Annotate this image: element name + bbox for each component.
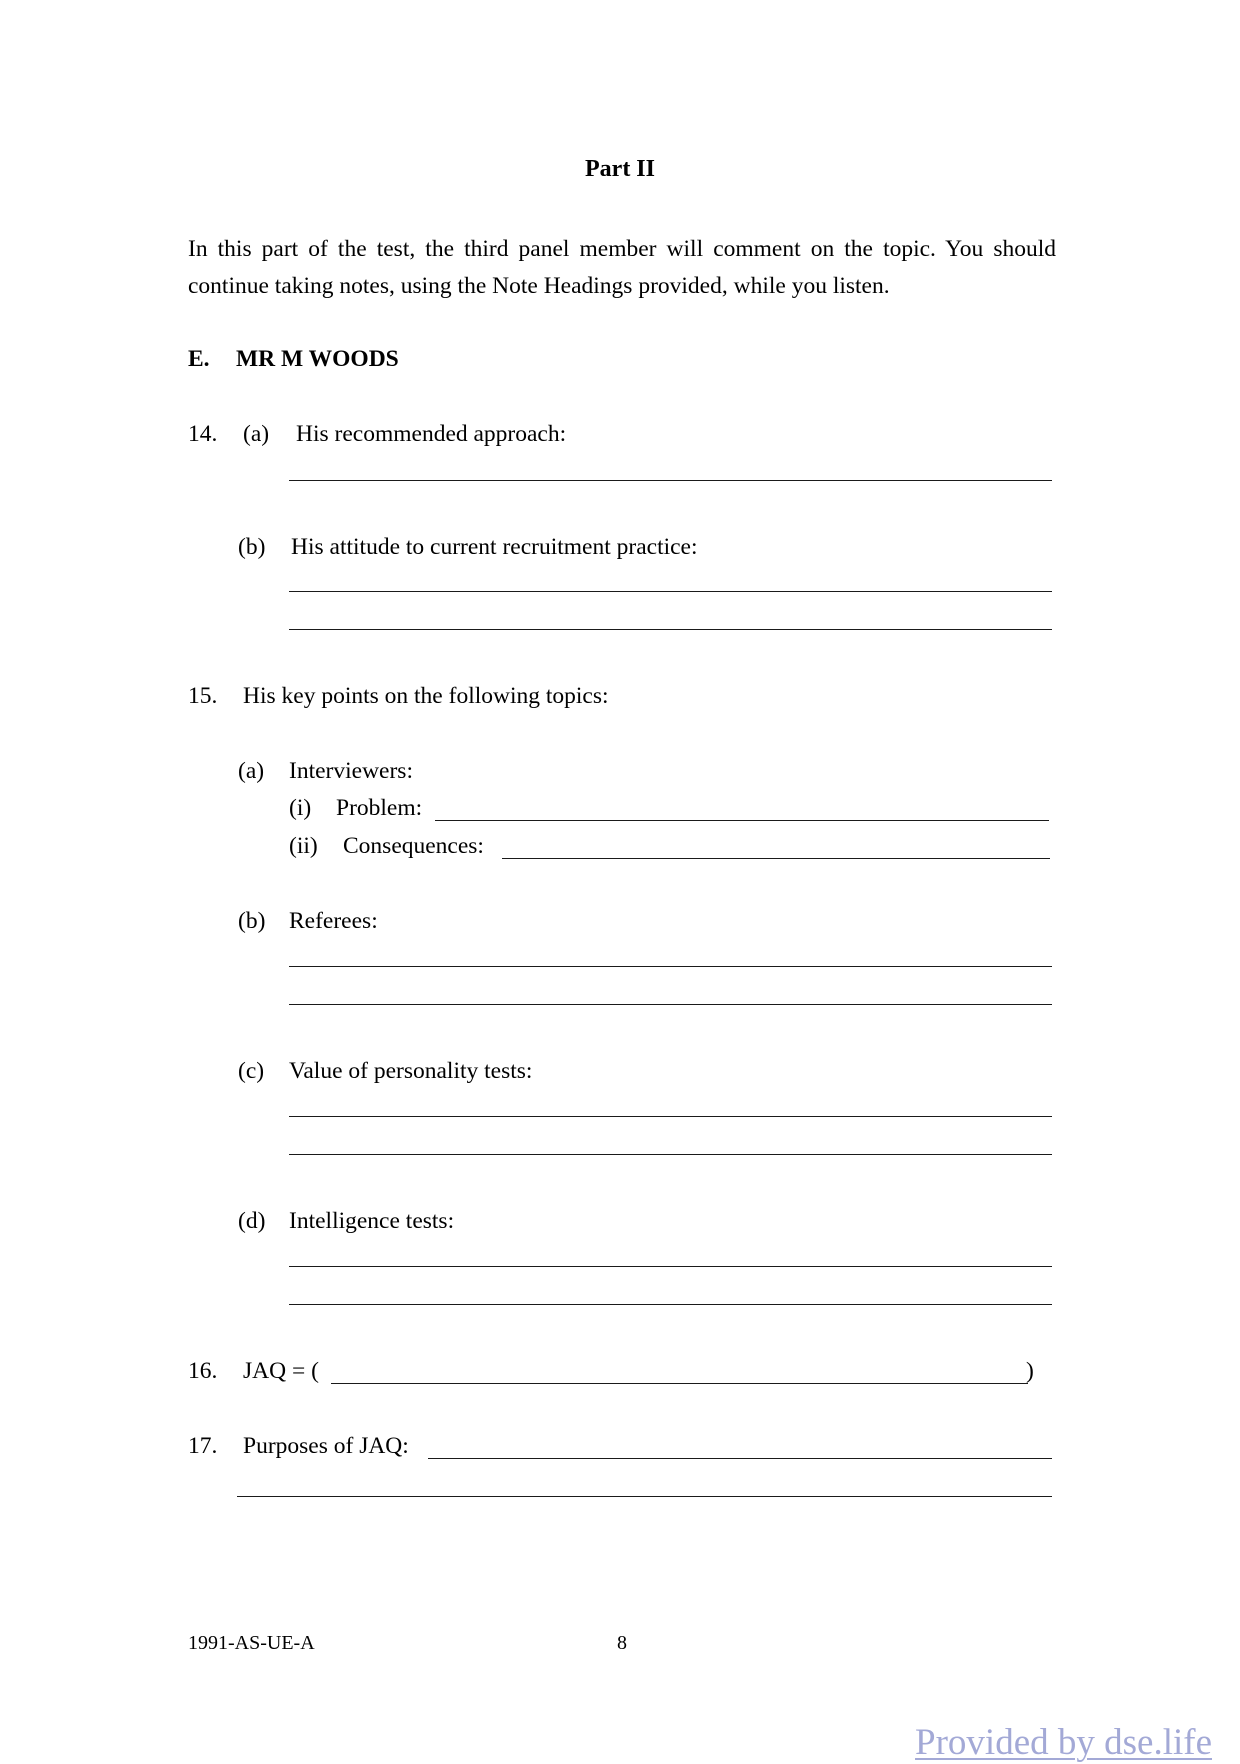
answer-line-14a[interactable] [289,480,1052,481]
question-15b-text: Referees: [289,908,378,934]
answer-line-14b-1[interactable] [289,591,1052,592]
question-15a-i-text: Problem: [336,795,423,821]
exam-code: 1991-AS-UE-A [188,1632,315,1654]
question-17-number: 17. [188,1433,218,1459]
question-16-text: JAQ = ( [243,1358,319,1384]
question-15a-label: (a) [238,758,265,784]
page-title: Part II [585,156,655,182]
answer-line-15c-2[interactable] [289,1154,1052,1155]
question-15a-ii-label: (ii) [289,833,318,859]
page-number: 8 [617,1632,627,1654]
watermark-link[interactable]: Provided by dse.life [915,1722,1212,1763]
section-heading: MR M WOODS [236,346,399,372]
question-15-text: His key points on the following topics: [243,683,609,709]
instructions-paragraph: In this part of the test, the third panel member will comment on the topic. You should continue taking notes, using the Note Headings provided, while you listen. [188,236,1056,299]
question-17-text: Purposes of JAQ: [243,1433,409,1459]
question-15a-i-label: (i) [289,795,312,821]
answer-line-15a-i[interactable] [435,820,1049,821]
question-14a-text: His recommended approach: [296,421,567,447]
answer-line-15b-1[interactable] [289,966,1052,967]
question-15a-text: Interviewers: [289,758,413,784]
answer-line-15c-1[interactable] [289,1116,1052,1117]
answer-line-14b-2[interactable] [289,629,1052,630]
answer-line-15d-1[interactable] [289,1266,1052,1267]
answer-line-16[interactable] [331,1383,1028,1384]
answer-line-17-2[interactable] [237,1496,1052,1497]
answer-line-15d-2[interactable] [289,1304,1052,1305]
question-15c-text: Value of personality tests: [289,1058,533,1084]
answer-line-15b-2[interactable] [289,1004,1052,1005]
question-15d-label: (d) [238,1208,266,1234]
answer-line-17-1[interactable] [428,1458,1052,1459]
section-letter: E. [188,346,210,372]
question-14b-text: His attitude to current recruitment practice: [291,534,698,560]
question-15b-label: (b) [238,908,266,934]
question-14b-label: (b) [238,534,266,560]
question-14-number: 14. [188,421,218,447]
question-15a-ii-text: Consequences: [343,833,484,859]
question-15-number: 15. [188,683,218,709]
question-15d-text: Intelligence tests: [289,1208,455,1234]
answer-line-15a-ii[interactable] [502,858,1050,859]
question-16-number: 16. [188,1358,218,1384]
question-16-close-paren: ) [1026,1358,1034,1384]
question-15c-label: (c) [238,1058,265,1084]
question-14a-label: (a) [243,421,270,447]
